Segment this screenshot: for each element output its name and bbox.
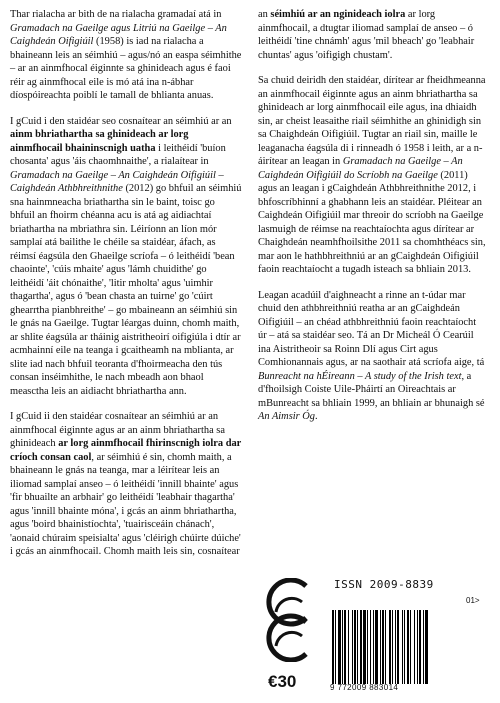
book-title: Gramadach na Gaeilge – An Caighdeán Oifigiúil do Scríobh na Gaeilge bbox=[258, 156, 463, 181]
book-title: An Aimsir Óg bbox=[258, 411, 315, 422]
bold-phrase: ainm bhriathartha sa ghinideach ar lorg ainmfhocail bhaininscnigh uatha bbox=[10, 129, 189, 154]
paragraph-part-one bbox=[10, 115, 242, 399]
text-run: Leagan acadúil d'aighneacht a rinne an t-údar mar chuid den athbhreithniú reatha ar an gCaighdeán Oifigiúil – an chéad athbhreithniú faoin reachtaíocht úr – atá sa staidéar seo. Tá an Dr Micheál Ó Cearúil ina Aistritheoir sa Roinn Dlí agus Cirt agus Comhionannais agus, ar na saothair atá scríofa aige, tá bbox=[258, 289, 485, 368]
text-run: Thar rialacha ar bith de na rialacha gramadaí atá in bbox=[10, 9, 222, 20]
text-run: (2012) go bhfuil an séimhiú sna hainmneacha briathartha sin le baint, toisc go bhfuil an fhoirm chéanna acu is atá ag aidiachtaí briathartha na mbriathra sin. Léiríonn an líon mór samplaí atá bailithe le chéile sa staidéar, áfach, as réimsí éagsúla den Ghaeilge scríofa – ó leithéidí 'bean chaointe', 'cúis mhaite' agus 'lámh chuidithe' go leithéidí 'áit chónaithe', 'litir mholta' agus 'uimhir thagartha', agus ó 'bean chasta an tuirne' go 'cúirt ghearrtha pianbhreithe' – go mbaineann an séimhiú sin le gnás na Gaeilge. Tugtar léargas duinn, chomh maith, ar shlite éagsúla ar tháinig aistritheoirí oifigiúla i dtír ar acmhainní eile na teanga i gcaitheamh na mblianta, ar slite iad nach bhfuil teoranta d'fhoirmeacha den tús consan inséimhithe, le nach mbeadh aon bhaol measctha leis an aidiacht bhriathartha ann. bbox=[10, 183, 242, 397]
paragraph-author bbox=[258, 289, 486, 424]
text-run: I gCuid i den staidéar seo cosnaítear an séimhiú ar an bbox=[10, 115, 232, 127]
text-run: (1958) is iad na rialacha a bhaineann leis an séimhiú – agus/nó an easpa séimhithe – ar an ainmfhocal éiginnte sa ghinideach agus é faoi réir ag ainmfhocal eile is mó atá ina n-ábhar díospóireachta poiblí le tamall de bhlianta anuas. bbox=[10, 36, 242, 101]
book-title: Gramadach na Gaeilge agus Litriú na Gaeilge – An Caighdeán Oifigiúil bbox=[10, 22, 227, 47]
text-run: , a d'fhoilsigh Coiste Uile-Pháirtí an Oireachtais ar mBunreacht sa bhliain 1999, an bhliain ar bhunaigh sé bbox=[258, 370, 485, 409]
paragraph-continuation bbox=[258, 8, 486, 62]
barcode-icon bbox=[330, 604, 490, 694]
right-column bbox=[258, 8, 486, 436]
book-title: Bunreacht na hÉireann – A study of the Irish text bbox=[258, 370, 462, 382]
text-run: I gCuid ii den staidéar cosnaítear an séimhiú ar an ainmfhocal éiginnte agus ar an ainm bhriathartha sa ghinideach bbox=[10, 411, 225, 449]
text-run: , ar séimhiú é sin, chomh maith, a bhaineann le gnás na teanga, mar a léirítear leis an iliomad samplaí anseo – ó leithéidí 'innill bhainte' agus 'fir bhuailte an arbhair' go leithéidí 'leabhair thagartha' agus 'innill bhainte móna', i gcás an ainm bhriathartha, agus 'boird bhainistíochta', 'tuairisceáin chánach', 'aonaid chúraim speisialta' agus 'cléirigh chúirte dúiche' i gcás an ainmfhocail. Chomh maith leis sin, cosnaítear bbox=[10, 451, 241, 557]
book-title: Gramadach na Gaeilge – An Caighdeán Oifigiúil – Caighdeán Athbhreithnithe bbox=[10, 169, 224, 194]
issn-number: ISSN 2009-8839 bbox=[334, 578, 434, 591]
text-run: an bbox=[258, 9, 271, 20]
left-column bbox=[10, 8, 242, 571]
publisher-logo-icon bbox=[262, 578, 322, 662]
bold-phrase: ar lorg ainmfhocail fhirinscnigh iolra dar críoch consan caol bbox=[10, 438, 242, 463]
paragraph-intro bbox=[10, 8, 242, 103]
text-run: Sa chuid deiridh den staidéar, dírítear ar fheidhmeanna an ainmfhocail éiginnte agus an ainm bhriathartha sa ghinideach ar lorg ainmfhocail eile agus, ina dhiaidh sin, ar cheist leasaithe riail séimhithe an ghinidigh sin sa Chaighdeán Oifigiúil. Tugtar an riail sin, maille le leaganacha éagsúla di i rinneadh ó 1958 i leith, ar a n-áirítear an leagan in bbox=[258, 75, 486, 167]
paragraph-part-two bbox=[10, 410, 242, 559]
barcode-number: 9 772009 883014 bbox=[330, 683, 399, 692]
text-run: (2011) agus an leagan i gCaighdeán Athbhreithnithe 2012, i bhfoscríbhinní a ghabhann leis an staidéar. Pléitear an Caighdeán Oifigiúil mar threoir do scríobh na Gaeilge lasmuigh de réimse na reachtaíochta agus dírítear ar Chaighdeán neamhfhoilsithe 2011 sa chomhthéacs sin, mar aon le hathbhreithniú ar an gCaighdeán Oifigiúil faoin reachtaíocht a tugadh isteach sa bhliain 2013. bbox=[258, 169, 486, 275]
text-run: ar lorg ainmfhocail, a dtugtar iliomad samplaí de anseo – ó leithéidí 'tine chnámh' agus 'mil bheach' go 'leabhair chuntas' agus 'oifigigh chustam'. bbox=[258, 9, 475, 61]
text-run: . bbox=[314, 411, 318, 422]
price-label: €30 bbox=[268, 672, 297, 691]
text-run: i leithéidí 'buíon chosanta' agus 'áis chaomhnaithe', a rialaítear in bbox=[10, 142, 226, 167]
bold-phrase: séimhiú ar an nginideach iolra bbox=[270, 9, 406, 20]
barcode-addon: 01> bbox=[466, 596, 480, 605]
paragraph-final-part bbox=[258, 74, 486, 277]
